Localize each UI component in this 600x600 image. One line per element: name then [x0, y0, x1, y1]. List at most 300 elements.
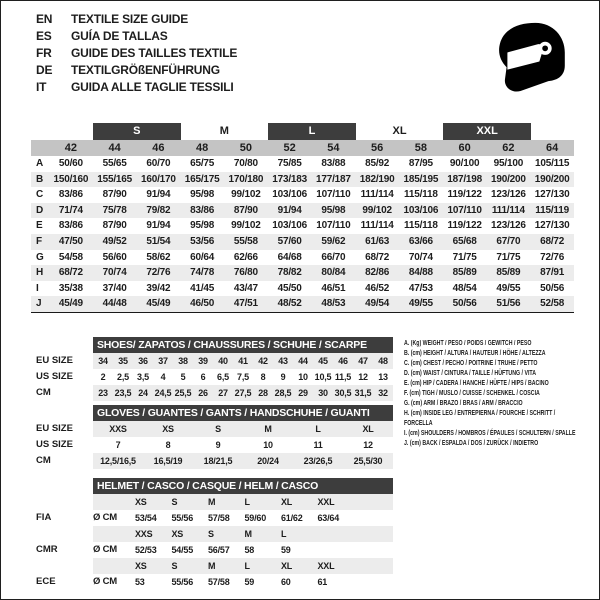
- legend-item: G. (cm) ARM / BRAZO / BRAS / ARM / BRACCIO: [404, 400, 523, 407]
- legend-item: B. (cm) HEIGHT / ALTURA / HAUTEUR / HÖHE / ALTEZZA: [404, 350, 546, 357]
- legend-item: H. (cm) INSIDE LEG / ENTREPIERNA / FOURCHE / SCHRITT / FORCELLA: [404, 410, 556, 427]
- gloves-row-values: [93, 453, 393, 469]
- shoes-cell: 13: [378, 372, 388, 382]
- shoes-cell: 10: [298, 372, 308, 382]
- measurement-cell: 103/106: [403, 204, 439, 216]
- helmet-values: [93, 510, 393, 526]
- measurement-cell: 57/60: [277, 235, 302, 247]
- gloves-cell: 25,5/30: [353, 456, 383, 466]
- shoes-row: [34, 353, 393, 369]
- guide-title: GUIDE DES TAILLES TEXTILE: [71, 45, 238, 60]
- helmet-size-cell: M: [208, 561, 216, 571]
- measurement-cell: 49/55: [496, 282, 521, 294]
- shoes-cell: 35: [118, 356, 128, 366]
- helmet-size-cell: S: [208, 529, 214, 539]
- measurement-cell: 71/75: [452, 251, 477, 263]
- shoes-cell: 24: [138, 388, 148, 398]
- legend-item: D. (cm) WAIST / CINTURA / TAILLE / HÜFTUNG / VITA: [404, 370, 537, 377]
- shoes-cell: 9: [280, 372, 286, 382]
- measurement-cell: 54/58: [58, 251, 83, 263]
- helmet-size-cell: XXL: [317, 497, 335, 507]
- measurement-cell: 190/200: [491, 173, 526, 185]
- helmet-size-row: [34, 558, 393, 574]
- measurement-row: [31, 203, 574, 219]
- measurement-row: [31, 281, 574, 297]
- guide-title: GUÍA DE TALLAS: [71, 28, 168, 43]
- measurement-cell: 70/74: [102, 267, 127, 279]
- helmet-agency-label: CMR: [36, 544, 58, 555]
- measurement-cell: 43/47: [233, 282, 258, 294]
- measurement-cell: 115/118: [404, 220, 438, 232]
- measurement-cell: 119/122: [447, 220, 482, 232]
- measurement-cell: 68/72: [58, 267, 83, 279]
- shoes-row: [34, 369, 393, 385]
- shoes-cell: 10,5: [314, 372, 332, 382]
- helmet-icon: [491, 15, 573, 103]
- row-letter: C: [36, 189, 44, 201]
- shoes-cell: 40: [218, 356, 228, 366]
- measurement-cell: 103/106: [272, 189, 307, 201]
- gloves-cell: XXS: [109, 424, 127, 434]
- measurement-cell: 83/86: [58, 189, 83, 201]
- measurement-cell: 182/190: [359, 173, 395, 185]
- measurement-cell: 37/40: [102, 282, 127, 294]
- gloves-cell: L: [315, 424, 321, 434]
- measurement-cell: 187/198: [447, 173, 482, 185]
- measurement-cell: 85/92: [365, 158, 390, 169]
- size-group-xxl: XXL: [443, 123, 531, 140]
- measurement-cell: 84/88: [408, 267, 433, 279]
- gloves-row-label: CM: [36, 455, 51, 466]
- size-header-cell: 62: [502, 142, 515, 154]
- helmet-agency-label: ECE: [36, 576, 56, 587]
- measurement-cell: 65/75: [190, 158, 215, 169]
- gloves-table: [34, 405, 393, 469]
- helmet-size-cell: XL: [281, 497, 293, 507]
- gloves-row: [34, 453, 393, 469]
- shoes-cell: 2: [100, 372, 106, 382]
- measurement-cell: 87/91: [540, 267, 565, 279]
- language-code: IT: [36, 79, 47, 94]
- shoes-cell: 48: [378, 356, 388, 366]
- row-letter: E: [36, 220, 43, 232]
- helmet-size-labels: [93, 526, 393, 542]
- helmet-size-cell: S: [171, 497, 178, 507]
- helmet-value-cell: 56/57: [208, 545, 230, 555]
- size-header-cell: 58: [414, 142, 427, 154]
- row-letter: B: [36, 173, 44, 185]
- helmet-table-title: HELMET / CASCO / CASQUE / HELM / CASCO: [93, 478, 393, 494]
- helmet-value-cell: 58: [244, 545, 255, 555]
- size-header-cell: 56: [371, 142, 384, 154]
- measurement-cell: 51/54: [146, 235, 171, 247]
- helmet-value-row: [34, 574, 393, 590]
- helmet-value-cell: 52/53: [135, 545, 157, 555]
- gloves-cell: 9: [215, 440, 221, 450]
- shoes-cell: 28: [258, 388, 268, 398]
- legend-item: J. (cm) BACK / ESPALDA / DOS / ZURÜCK / INDIETRO: [404, 440, 539, 447]
- shoes-cell: 43: [278, 356, 288, 366]
- size-header-cell: 50: [239, 142, 252, 154]
- measurement-cell: 49/55: [408, 298, 433, 310]
- measurement-cell: 49/52: [102, 235, 127, 247]
- measurement-cell: 95/100: [493, 158, 524, 169]
- gloves-row-values: [93, 421, 393, 437]
- measurement-cell: 47/50: [58, 235, 83, 247]
- measurement-cell: 79/82: [146, 204, 171, 216]
- measurement-cell: 119/122: [447, 189, 482, 201]
- measurement-cell: 72/76: [146, 267, 171, 279]
- measurement-cell: 99/102: [231, 189, 261, 201]
- helmet-value-row: [34, 510, 393, 526]
- measurement-cell: 50/60: [58, 158, 83, 169]
- helmet-unit-spacer: [93, 526, 135, 542]
- helmet-value-cell: 57/58: [208, 577, 230, 587]
- shoes-cell: 39: [198, 356, 208, 366]
- measurement-cell: 75/78: [102, 204, 127, 216]
- measurement-cell: 53/56: [190, 235, 215, 247]
- measurement-cell: 127/130: [534, 220, 570, 232]
- legend-item: I. (cm) SHOULDERS / HOMBROS / ÉPAULES / SCHULTERN / SPALLE: [404, 430, 576, 437]
- measurement-cell: 107/110: [316, 189, 351, 201]
- measurement-cell: 95/98: [190, 189, 215, 201]
- measurement-cell: 82/86: [365, 267, 390, 279]
- measurement-cell: 90/100: [449, 158, 480, 169]
- measurement-cell: 83/86: [58, 220, 83, 232]
- measurement-cell: 58/62: [146, 251, 171, 263]
- gloves-cell: 10: [263, 440, 273, 450]
- size-group-s: S: [93, 123, 181, 140]
- size-header-cell: 42: [64, 142, 77, 154]
- size-header-cell: 54: [327, 142, 340, 154]
- measurement-cell: 115/118: [404, 189, 438, 201]
- measurement-cell: 103/106: [272, 220, 307, 232]
- helmet-row-label-spacer: [34, 526, 93, 542]
- helmet-value-row: [34, 542, 393, 558]
- measurement-row: [31, 187, 574, 203]
- shoes-cell: 23: [98, 388, 108, 398]
- gloves-row-label: US SIZE: [36, 439, 73, 450]
- measurement-cell: 55/65: [102, 158, 127, 169]
- measurement-cell: 111/114: [360, 220, 394, 232]
- measurement-cell: 67/70: [496, 235, 521, 247]
- measurement-cell: 99/102: [231, 220, 261, 232]
- measurement-cell: 111/114: [491, 204, 525, 216]
- measurement-row: [31, 156, 574, 172]
- helmet-size-cell: XXS: [135, 529, 153, 539]
- measurement-cell: 76/80: [233, 267, 258, 279]
- shoes-cell: 29: [298, 388, 308, 398]
- measurement-cell: 50/56: [452, 298, 477, 310]
- helmet-size-cell: S: [171, 561, 178, 571]
- measurement-cell: 95/98: [190, 220, 215, 232]
- measurement-cell: 85/89: [496, 267, 521, 279]
- row-label-spacer: [31, 140, 49, 156]
- measurement-cell: 173/183: [272, 173, 307, 185]
- shoes-row-values: [93, 369, 393, 385]
- row-letter: G: [36, 251, 44, 263]
- shoes-cell: 4: [160, 372, 166, 382]
- measurement-cell: 123/126: [491, 189, 526, 201]
- shoes-cell: 45: [318, 356, 328, 366]
- shoes-row: [34, 385, 393, 401]
- main-size-table: [31, 123, 574, 312]
- helmet-agency-label: FIA: [36, 512, 52, 523]
- gloves-cell: 20/24: [257, 456, 279, 466]
- helmet-unit-label: Ø CM: [93, 512, 118, 523]
- measurement-cell: 64/68: [277, 251, 302, 263]
- gloves-row-values: [93, 437, 393, 453]
- legend-item: A. (Kg) WEIGHT / PESO / POIDS / GEWITCH / PESO: [404, 340, 532, 347]
- shoes-cell: 31,5: [354, 388, 372, 398]
- gloves-cell: 16,5/19: [153, 456, 183, 466]
- measurement-cell: 123/126: [491, 220, 526, 232]
- measurement-cell: 70/74: [408, 251, 433, 263]
- helmet-values: [93, 574, 393, 590]
- measurement-row: [31, 234, 574, 250]
- row-letter: J: [36, 298, 42, 310]
- measurement-row: [31, 172, 574, 188]
- measurement-cell: 41/45: [190, 282, 215, 294]
- gloves-cell: XS: [162, 424, 174, 434]
- language-code: ES: [36, 28, 52, 43]
- helmet-size-cell: L: [281, 529, 287, 539]
- size-group-m: M: [219, 125, 229, 137]
- measurement-cell: 51/56: [496, 298, 521, 310]
- language-row: [36, 78, 237, 95]
- shoes-cell: 37: [158, 356, 168, 366]
- shoes-cell: 6,5: [217, 372, 229, 382]
- measurement-cell: 75/85: [277, 158, 302, 169]
- measurement-cell: 185/195: [403, 173, 439, 185]
- guide-title: GUIDA ALLE TAGLIE TESSILI: [71, 79, 234, 94]
- gloves-cell: 23/26,5: [303, 456, 333, 466]
- measurement-cell: 63/66: [408, 235, 433, 247]
- measurement-cell: 127/130: [534, 189, 570, 201]
- shoes-cell: 24,5: [154, 388, 172, 398]
- measurement-cell: 68/72: [365, 251, 390, 263]
- shoes-cell: 3,5: [137, 372, 149, 382]
- helmet-unit-spacer: [93, 558, 135, 574]
- language-titles: [36, 10, 237, 95]
- shoes-cell: 28,5: [274, 388, 292, 398]
- measurement-cell: 65/68: [452, 235, 477, 247]
- gloves-cell: 12: [363, 440, 373, 450]
- row-letter: I: [36, 282, 39, 294]
- measurement-cell: 35/38: [58, 282, 83, 294]
- helmet-unit-spacer: [93, 494, 135, 510]
- measurement-row: [31, 250, 574, 266]
- helmet-values: [93, 542, 393, 558]
- size-header-cell: 44: [108, 142, 121, 154]
- language-row: [36, 44, 237, 61]
- helmet-size-row: [34, 494, 393, 510]
- guide-title: TEXTILE SIZE GUIDE: [71, 11, 189, 26]
- helmet-size-cell: M: [244, 529, 252, 539]
- measurement-legend: [404, 339, 579, 449]
- gloves-cell: 11: [313, 440, 323, 450]
- shoes-cell: 38: [178, 356, 188, 366]
- shoes-cell: 32: [378, 388, 388, 398]
- measurement-cell: 72/76: [540, 251, 565, 263]
- measurement-cell: 83/86: [190, 204, 215, 216]
- legend-item: E. (cm) HIP / CADERA / HANCHE / HÜFTE / HIPS / BACINO: [404, 380, 549, 387]
- shoes-cell: 46: [338, 356, 348, 366]
- measurement-cell: 59/62: [321, 235, 346, 247]
- measurement-cell: 48/53: [321, 298, 346, 310]
- helmet-value-cell: 55/56: [171, 513, 194, 523]
- shoes-cell: 23,5: [114, 388, 132, 398]
- size-group-l: L: [268, 123, 356, 140]
- measurement-cell: 91/94: [146, 220, 171, 232]
- row-letter: D: [36, 204, 44, 216]
- language-row: [36, 27, 237, 44]
- measurement-cell: 105/115: [535, 158, 570, 169]
- gloves-cell: 18/21,5: [203, 456, 233, 466]
- shoes-cell: 8: [260, 372, 266, 382]
- measurement-cell: 95/98: [321, 204, 346, 216]
- measurement-cell: 160/170: [141, 173, 176, 185]
- gloves-row: [34, 437, 393, 453]
- language-code: EN: [36, 11, 53, 26]
- size-header-cell: 60: [458, 142, 471, 154]
- shoes-row-label: EU SIZE: [36, 355, 73, 366]
- helmet-size-cell: M: [208, 497, 216, 507]
- helmet-row-label-spacer: [34, 494, 93, 510]
- shoes-cell: 34: [98, 356, 108, 366]
- measurement-cell: 60/64: [190, 251, 215, 263]
- row-letter: A: [36, 158, 44, 169]
- measurement-cell: 150/160: [53, 173, 89, 185]
- gloves-cell: M: [264, 424, 272, 434]
- shoes-table: [34, 337, 393, 401]
- measurement-cell: 39/42: [146, 282, 171, 294]
- shoes-cell: 11,5: [334, 372, 352, 382]
- language-code: DE: [36, 62, 53, 77]
- measurement-cell: 190/200: [534, 173, 570, 185]
- helmet-value-cell: 53: [135, 577, 145, 587]
- shoes-cell: 36: [138, 356, 148, 366]
- measurement-cell: 71/74: [58, 204, 83, 216]
- helmet-value-cell: 61/62: [281, 513, 303, 523]
- measurement-cell: 87/90: [102, 220, 127, 232]
- measurement-cell: 107/110: [447, 204, 482, 216]
- helmet-table: [34, 478, 393, 590]
- size-header-cell: 52: [283, 142, 296, 154]
- measurement-cell: 56/60: [102, 251, 127, 263]
- helmet-row-label-spacer: [34, 558, 93, 574]
- measurement-cell: 115/119: [535, 204, 569, 216]
- measurement-cell: 87/90: [102, 189, 127, 201]
- measurement-cell: 99/102: [362, 204, 392, 216]
- helmet-value-cell: 63/64: [317, 513, 340, 523]
- helmet-value-cell: 53/54: [135, 513, 157, 523]
- measurement-cell: 68/72: [540, 235, 565, 247]
- shoes-row-values: [93, 353, 393, 369]
- measurement-cell: 170/180: [228, 173, 264, 185]
- language-row: [36, 61, 237, 78]
- gloves-table-title: GLOVES / GUANTES / GANTS / HANDSCHUHE / GUANTI: [93, 405, 393, 421]
- helmet-size-cell: L: [244, 497, 250, 507]
- shoes-cell: 27,5: [234, 388, 252, 398]
- shoes-cell: 41: [238, 356, 248, 366]
- measurement-cell: 91/94: [146, 189, 171, 201]
- gloves-row-label: EU SIZE: [36, 423, 73, 434]
- section-divider: [31, 312, 574, 313]
- measurement-cell: 52/58: [540, 298, 565, 310]
- helmet-size-cell: XXL: [317, 561, 335, 571]
- measurement-cell: 83/88: [321, 158, 346, 169]
- size-header-cell: 64: [546, 142, 559, 154]
- measurement-cell: 107/110: [316, 220, 351, 232]
- shoes-row-values: [93, 385, 393, 401]
- helmet-value-cell: 57/58: [208, 513, 230, 523]
- helmet-size-labels: [93, 494, 393, 510]
- measurement-cell: 46/52: [365, 282, 390, 294]
- measurement-cell: 45/49: [146, 298, 171, 310]
- shoes-cell: 2,5: [117, 372, 129, 382]
- measurement-cell: 50/56: [540, 282, 565, 294]
- shoes-cell: 47: [358, 356, 368, 366]
- shoes-cell: 30: [318, 388, 328, 398]
- shoes-cell: 5: [180, 372, 186, 382]
- measurement-cell: 165/175: [184, 173, 220, 185]
- measurement-cell: 44/48: [102, 298, 127, 310]
- legend-item: F. (cm) TIGH / MUSLO / CUISSE / SCHENKEL / COSCIA: [404, 390, 540, 397]
- helmet-unit-label: Ø CM: [93, 576, 118, 587]
- measurement-cell: 66/70: [321, 251, 346, 263]
- measurement-cell: 47/53: [408, 282, 433, 294]
- measurement-cell: 49/54: [365, 298, 390, 310]
- group-spacer: [31, 123, 93, 140]
- measurement-cell: 46/50: [190, 298, 215, 310]
- helmet-value-cell: 59/60: [244, 513, 267, 523]
- shoes-cell: 27: [218, 388, 228, 398]
- shoes-cell: 26: [198, 388, 208, 398]
- measurement-cell: 48/52: [277, 298, 302, 310]
- shoes-cell: 42: [258, 356, 268, 366]
- measurement-cell: 45/50: [277, 282, 302, 294]
- measurement-cell: 87/95: [408, 158, 433, 169]
- measurement-cell: 177/187: [316, 173, 351, 185]
- shoes-cell: 44: [298, 356, 308, 366]
- helmet-value-cell: 61: [317, 577, 328, 587]
- size-header-cell: 48: [196, 142, 209, 154]
- measurement-cell: 60/70: [146, 158, 171, 169]
- helmet-unit-label: Ø CM: [93, 544, 118, 555]
- measurement-cell: 111/114: [360, 189, 394, 201]
- measurement-cell: 48/54: [452, 282, 477, 294]
- shoes-cell: 25,5: [174, 388, 192, 398]
- measurement-row: [31, 296, 574, 312]
- measurement-cell: 74/78: [190, 267, 215, 279]
- language-code: FR: [36, 45, 52, 60]
- measurement-cell: 45/49: [58, 298, 83, 310]
- measurement-row: [31, 218, 574, 234]
- numeric-sizes-row: [31, 140, 574, 156]
- helmet-value-cell: 54/55: [171, 545, 194, 555]
- helmet-size-row: [34, 526, 393, 542]
- measurement-cell: 61/63: [365, 235, 390, 247]
- helmet-size-labels: [93, 558, 393, 574]
- row-letter: H: [36, 267, 44, 279]
- helmet-size-cell: XS: [135, 561, 147, 571]
- shoes-cell: 30,5: [334, 388, 352, 398]
- measurement-cell: 46/51: [321, 282, 346, 294]
- helmet-value-cell: 60: [281, 577, 291, 587]
- size-header-cell: 46: [152, 142, 165, 154]
- gloves-row: [34, 421, 393, 437]
